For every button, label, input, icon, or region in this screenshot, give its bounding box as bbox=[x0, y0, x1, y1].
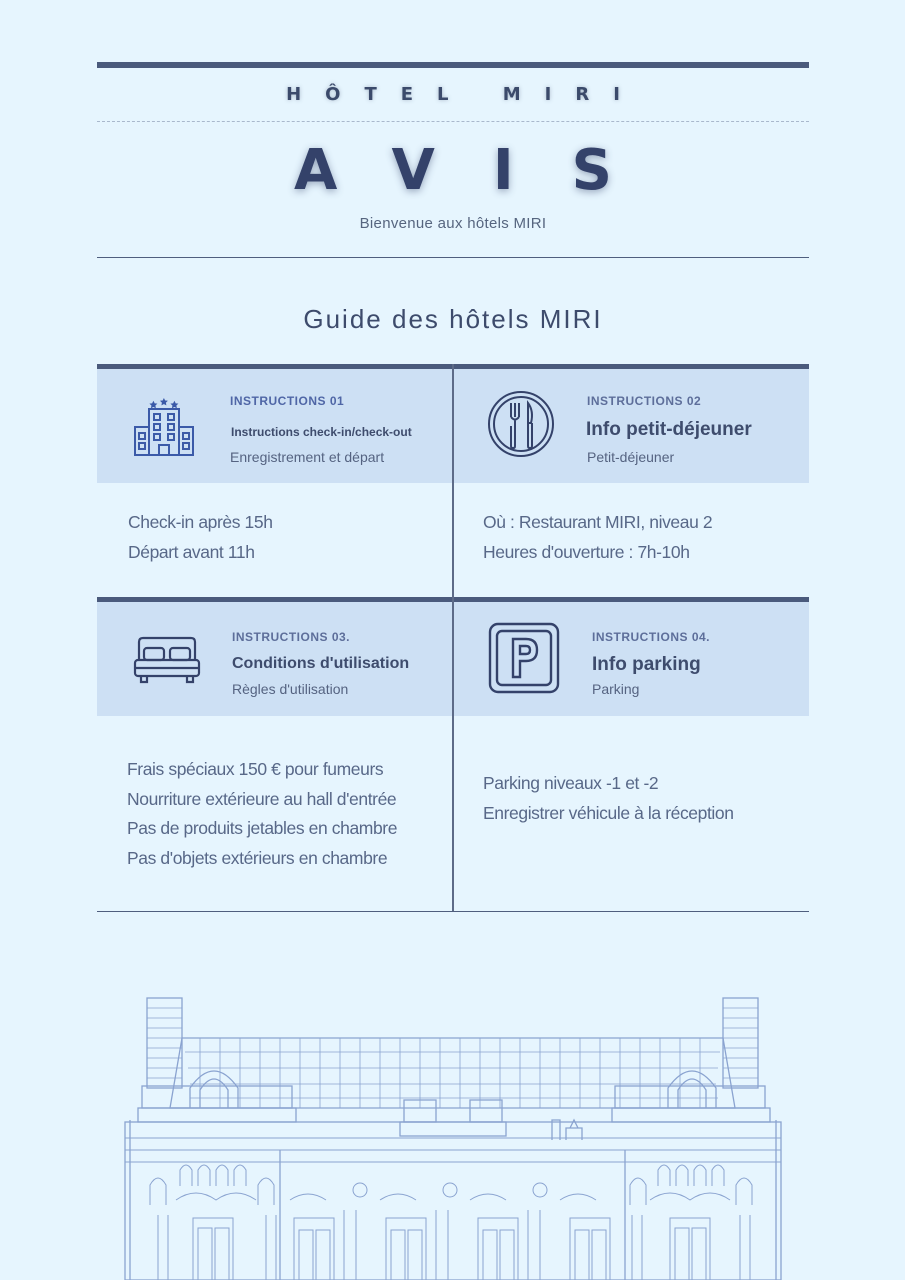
card-3-header bbox=[97, 602, 452, 716]
card-4-label: INSTRUCTIONS 04. bbox=[592, 630, 711, 644]
card-1-label: INSTRUCTIONS 01 bbox=[230, 394, 345, 408]
card-1-line: Check-in après 15h bbox=[128, 512, 273, 532]
bed-icon bbox=[133, 632, 201, 697]
card-1-title: Instructions check-in/check-out bbox=[231, 425, 412, 439]
grid-bottom-divider bbox=[97, 911, 809, 912]
card-1-line: Départ avant 11h bbox=[128, 541, 255, 562]
dashed-divider bbox=[97, 121, 809, 122]
card-3-line: Pas de produits jetables en chambre bbox=[127, 818, 398, 838]
card-4-title: Info parking bbox=[592, 654, 701, 675]
card-2-line: Où : Restaurant MIRI, niveau 2 bbox=[483, 512, 713, 532]
card-2-header bbox=[454, 369, 809, 483]
card-1-body bbox=[128, 508, 273, 567]
instructions-grid bbox=[97, 364, 809, 913]
fork-knife-icon bbox=[486, 389, 556, 464]
card-4-line: Enregistrer véhicule à la réception bbox=[483, 802, 734, 823]
page-title: AVIS bbox=[293, 138, 671, 203]
card-3-line: Nourriture extérieure au hall d'entrée bbox=[127, 788, 397, 809]
card-4-body bbox=[483, 769, 734, 828]
guide-title: Guide des hôtels MIRI bbox=[303, 304, 603, 334]
card-2-line: Heures d'ouverture : 7h-10h bbox=[483, 541, 690, 562]
header-divider bbox=[97, 257, 809, 258]
card-3-line: Pas d'objets extérieurs en chambre bbox=[127, 847, 388, 868]
card-2-title: Info petit-déjeuner bbox=[586, 419, 752, 440]
card-3-label: INSTRUCTIONS 03. bbox=[232, 630, 351, 644]
card-4-line: Parking niveaux -1 et -2 bbox=[483, 773, 659, 793]
card-3-body bbox=[127, 755, 397, 873]
card-3-title: Conditions d'utilisation bbox=[232, 655, 410, 672]
card-1-header bbox=[97, 369, 452, 483]
card-1-subtitle: Enregistrement et départ bbox=[230, 449, 385, 465]
parking-icon bbox=[488, 622, 560, 699]
card-3-line: Frais spéciaux 150 € pour fumeurs bbox=[127, 759, 384, 779]
card-4-subtitle: Parking bbox=[592, 681, 640, 697]
hotel-brand: HÔTEL MIRI bbox=[286, 84, 644, 105]
card-2-subtitle: Petit-déjeuner bbox=[587, 449, 675, 465]
top-bar bbox=[97, 62, 809, 68]
card-4-header bbox=[454, 602, 809, 716]
hotel-building-icon bbox=[131, 393, 197, 464]
card-2-label: INSTRUCTIONS 02 bbox=[587, 394, 702, 408]
welcome-subtitle: Bienvenue aux hôtels MIRI bbox=[359, 215, 547, 232]
card-2-body bbox=[483, 508, 712, 567]
hotel-facade-illustration bbox=[0, 990, 905, 1280]
card-3-subtitle: Règles d'utilisation bbox=[232, 681, 349, 697]
